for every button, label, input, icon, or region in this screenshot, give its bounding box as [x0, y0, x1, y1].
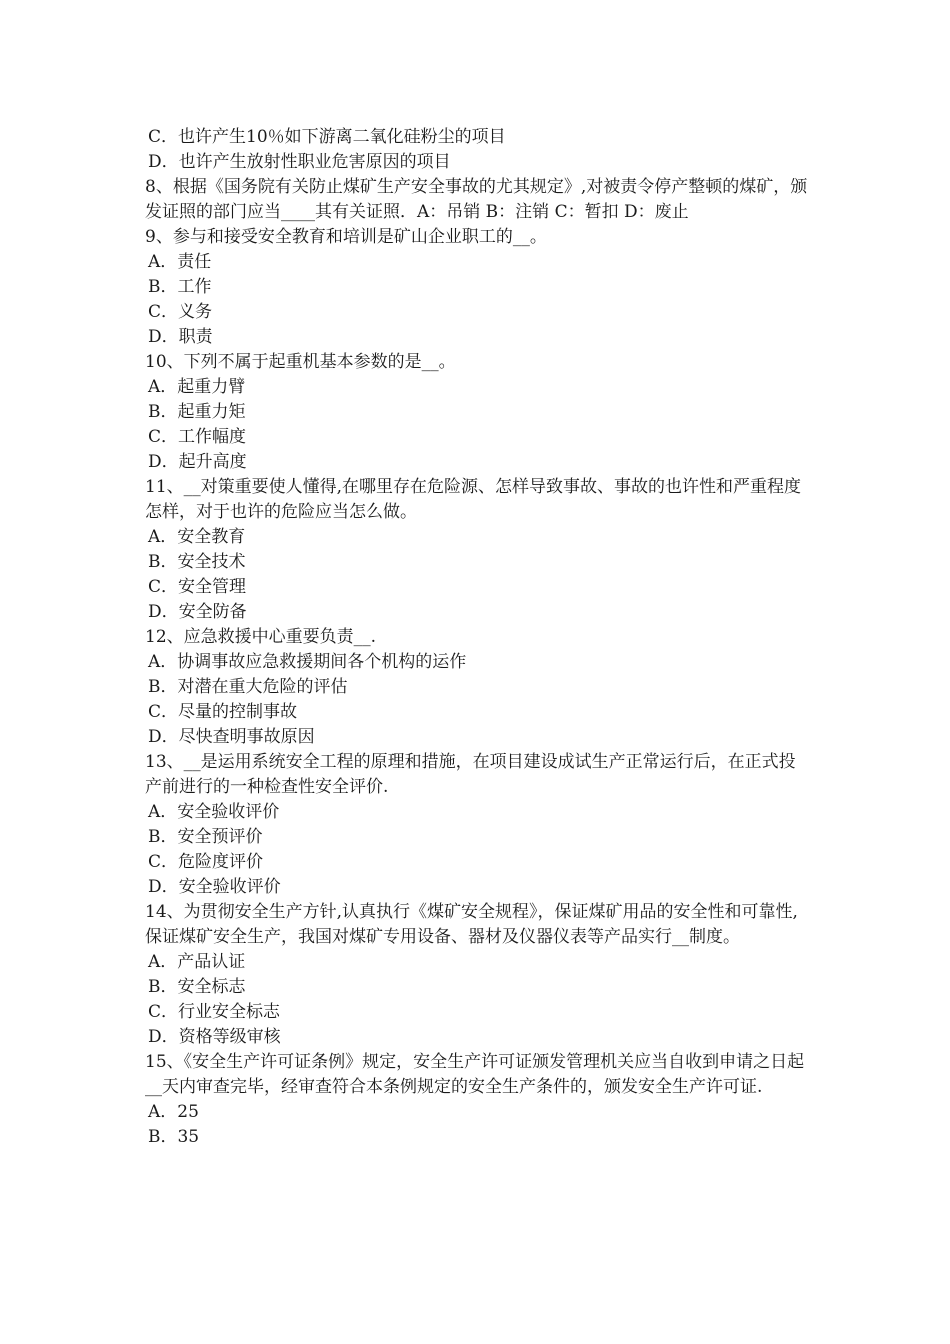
- option-line: B．安全技术: [148, 552, 246, 572]
- question-12: 12、应急救援中心重要负责__.: [145, 627, 377, 647]
- option-line: B．35: [148, 1127, 200, 1147]
- option-line: B．起重力矩: [148, 402, 246, 422]
- option-line: C．行业安全标志: [148, 1002, 281, 1022]
- option-line: A．安全验收评价: [148, 802, 280, 822]
- option-line: B．工作: [148, 277, 212, 297]
- question-14: 14、为贯彻安全生产方针,认真执行《煤矿安全规程》，保证煤矿用品的安全性和可靠性,保证煤矿安全生产，我国对煤矿专用设备、器材及仪器仪表等产品实行__制度。: [145, 902, 798, 947]
- option-line: C．工作幅度: [148, 427, 247, 447]
- option-line: B．安全标志: [148, 977, 246, 997]
- option-line: B．安全预评价: [148, 827, 263, 847]
- option-line: A．起重力臂: [148, 377, 246, 397]
- question-15: 15、《安全生产许可证条例》规定，安全生产许可证颁发管理机关应当自收到申请之日起__天内审查完毕，经审查符合本条例规定的安全生产条件的，颁发安全生产许可证.: [145, 1052, 805, 1097]
- option-line: C．安全管理: [148, 577, 247, 597]
- option-line: D．职责: [148, 327, 213, 347]
- option-line: A．责任: [148, 252, 212, 272]
- question-11: 11、__对策重要使人懂得,在哪里存在危险源、怎样导致事故、事故的也许性和严重程度怎样，对于也许的危险应当怎么做。: [145, 477, 802, 522]
- option-line: C．尽量的控制事故: [148, 702, 298, 722]
- option-line: D．起升高度: [148, 452, 247, 472]
- question-10: 10、下列不属于起重机基本参数的是__。: [145, 352, 456, 372]
- option-line: D．尽快查明事故原因: [148, 727, 315, 747]
- option-line: D．资格等级审核: [148, 1027, 281, 1047]
- option-line: C．义务: [148, 302, 213, 322]
- option-line: B．对潜在重大危险的评估: [148, 677, 348, 697]
- option-line: A．25: [148, 1102, 199, 1122]
- option-line: D．安全防备: [148, 602, 247, 622]
- option-line: A．产品认证: [148, 952, 246, 972]
- option-line: D．也许产生放射性职业危害原因的项目: [148, 152, 451, 172]
- option-line: D．安全验收评价: [148, 877, 281, 897]
- question-9: 9、参与和接受安全教育和培训是矿山企业职工的__。: [145, 227, 547, 247]
- option-line: C．危险度评价: [148, 852, 264, 872]
- option-line: C．也许产生10％如下游离二氧化硅粉尘的项目: [148, 127, 506, 147]
- question-13: 13、__是运用系统安全工程的原理和措施，在项目建设成试生产正常运行后，在正式投产前进行的一种检查性安全评价.: [145, 752, 796, 797]
- document-body: [145, 125, 810, 1150]
- option-line: A．安全教育: [148, 527, 246, 547]
- question-8: 8、根据《国务院有关防止煤矿生产安全事故的尤其规定》,对被责令停产整顿的煤矿，颁发证照的部门应当____其有关证照．A：吊销 B：注销 C：暂扣 D：废止: [145, 177, 808, 222]
- option-line: A．协调事故应急救援期间各个机构的运作: [148, 652, 467, 672]
